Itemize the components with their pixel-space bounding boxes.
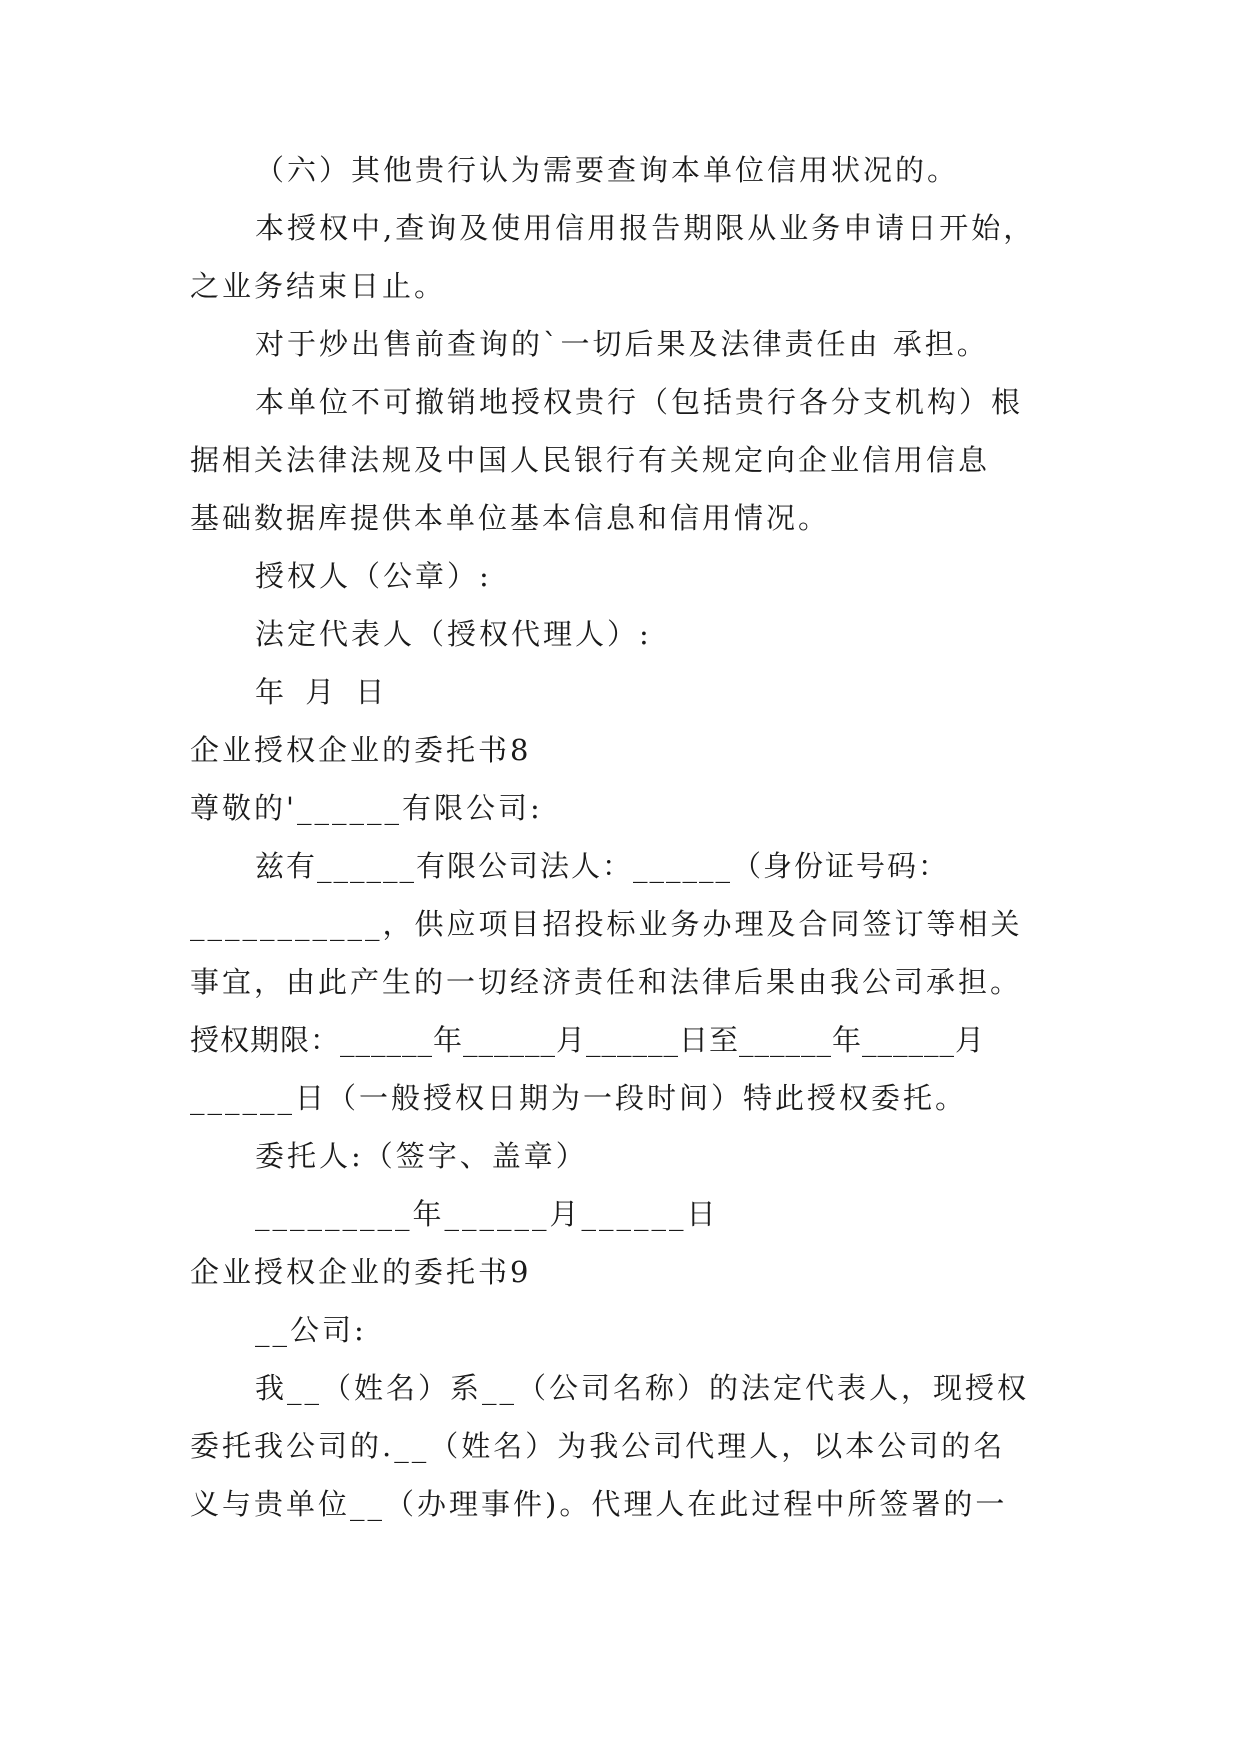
signature-label: 法定代表人（授权代理人）: <box>255 617 652 651</box>
paragraph-line: 兹有______有限公司法人：______（身份证号码： <box>255 849 950 883</box>
paragraph-line: （六）其他贵行认为需要查询本单位信用状况的。 <box>255 153 960 187</box>
paragraph-line: 据相关法律法规及中国人民银行有关规定向企业信用信息 <box>190 443 991 477</box>
date-line: _________年______月______日 <box>255 1197 719 1231</box>
date-line: 年 月 日 <box>255 675 391 709</box>
signature-label: 委托人:（签字、盖章） <box>255 1139 588 1173</box>
paragraph-line: 本单位不可撤销地授权贵行（包括贵行各分支机构）根 <box>255 385 1024 419</box>
paragraph-line: ___________，供应项目招投标业务办理及合同签订等相关 <box>190 907 1023 941</box>
salutation: 尊敬的'______有限公司: <box>190 791 543 825</box>
paragraph-line: 我__（姓名）系__（公司名称）的法定代表人，现授权 <box>255 1371 1030 1405</box>
salutation: __公司: <box>255 1313 367 1347</box>
paragraph-line: 事宜，由此产生的一切经济责任和法律后果由我公司承担。 <box>190 965 1023 999</box>
paragraph-line: 对于炒出售前查询的`一切后果及法律责任由 承担。 <box>255 327 989 361</box>
section-title: 企业授权企业的委托书9 <box>190 1255 532 1289</box>
paragraph-line: 本授权中,查询及使用信用报告期限从业务申请日开始， <box>255 211 1036 245</box>
signature-label: 授权人（公章）: <box>255 559 492 593</box>
authorization-period: 授权期限：______年______月______日至______年______月 <box>190 1023 986 1057</box>
paragraph-line: 基础数据库提供本单位基本信息和信用情况。 <box>190 501 831 535</box>
paragraph-line: 义与贵单位__（办理事件)。代理人在此过程中所签署的一 <box>190 1487 1008 1521</box>
section-title: 企业授权企业的委托书8 <box>190 733 532 767</box>
paragraph-line: ______日（一般授权日期为一段时间）特此授权委托。 <box>190 1081 968 1115</box>
paragraph-line: 委托我公司的.__（姓名）为我公司代理人，以本公司的名 <box>190 1429 1006 1463</box>
paragraph-line: 之业务结束日止。 <box>190 269 447 303</box>
